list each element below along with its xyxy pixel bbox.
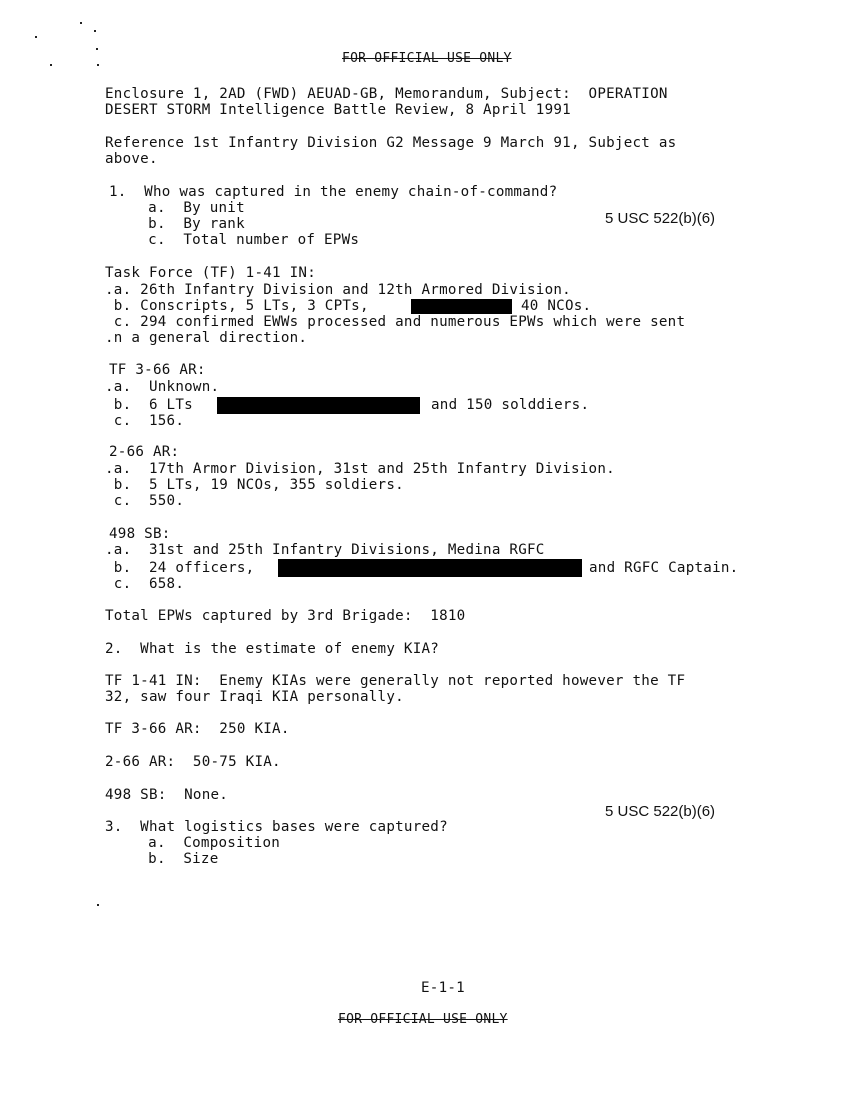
question-3: 3. What logistics bases were captured? xyxy=(105,819,448,835)
question-3-item-a: a. Composition xyxy=(113,835,281,851)
question-2: 2. What is the estimate of enemy KIA? xyxy=(105,641,440,657)
redaction-box xyxy=(217,397,420,414)
ar266-item-b: b. 5 LTs, 19 NCOs, 355 soldiers. xyxy=(105,477,404,493)
ar266-heading: 2-66 AR: xyxy=(109,444,180,460)
scan-speck xyxy=(97,64,99,66)
scan-speck xyxy=(96,48,98,50)
scan-speck xyxy=(50,64,52,66)
q2-ar266: 2-66 AR: 50-75 KIA. xyxy=(105,754,281,770)
sb498-heading: 498 SB: xyxy=(109,526,171,542)
classification-marking-bottom: FOR OFFICIAL USE ONLY xyxy=(338,1012,508,1027)
scan-speck xyxy=(80,22,82,24)
tf141-item-b-start: b. Conscripts, 5 LTs, 3 CPTs, xyxy=(105,298,369,314)
sb498-item-c: c. 658. xyxy=(105,576,185,592)
question-1-item-c: c. Total number of EPWs xyxy=(113,232,360,248)
q2-sb498: 498 SB: None. xyxy=(105,787,229,803)
scan-speck xyxy=(97,904,99,906)
scan-speck xyxy=(35,36,37,38)
sb498-item-b-end: and RGFC Captain. xyxy=(589,560,739,576)
question-1: 1. Who was captured in the enemy chain-of-command? xyxy=(109,184,558,200)
tf141-heading: Task Force (TF) 1-41 IN: xyxy=(105,265,316,281)
exemption-citation: 5 USC 522(b)(6) xyxy=(605,803,716,820)
sb498-item-b-start: b. 24 officers, xyxy=(105,560,255,576)
q2-tf141-line-1: TF 1-41 IN: Enemy KIAs were generally not reported however the TF xyxy=(105,673,686,689)
total-epws: Total EPWs captured by 3rd Brigade: 1810 xyxy=(105,608,466,624)
question-3-item-b: b. Size xyxy=(113,851,219,867)
ar266-item-a: .a. 17th Armor Division, 31st and 25th Infantry Division. xyxy=(105,461,615,477)
sb498-item-a: .a. 31st and 25th Infantry Divisions, Medina RGFC xyxy=(105,542,545,558)
reference-line-2: above. xyxy=(105,151,158,167)
tf366-item-a: .a. Unknown. xyxy=(105,379,220,395)
reference-line-1: Reference 1st Infantry Division G2 Message 9 March 91, Subject as xyxy=(105,135,677,151)
classification-marking-top: FOR OFFICIAL USE ONLY xyxy=(342,51,512,66)
tf366-heading: TF 3-66 AR: xyxy=(109,362,206,378)
tf141-item-b-end: 40 NCOs. xyxy=(521,298,592,314)
tf141-item-c-line-2: .n a general direction. xyxy=(105,330,308,346)
tf366-item-b-end: and 150 solddiers. xyxy=(431,397,590,413)
tf366-item-c: c. 156. xyxy=(105,413,185,429)
page-number: E-1-1 xyxy=(421,980,465,996)
question-1-item-b: b. By rank xyxy=(113,216,245,232)
document-title-line-2: DESERT STORM Intelligence Battle Review, 8 April 1991 xyxy=(105,102,571,118)
document-title-line-1: Enclosure 1, 2AD (FWD) AEUAD-GB, Memorandum, Subject: OPERATION xyxy=(105,86,668,102)
q2-tf366: TF 3-66 AR: 250 KIA. xyxy=(105,721,290,737)
ar266-item-c: c. 550. xyxy=(105,493,185,509)
redaction-box xyxy=(278,559,582,577)
redaction-box xyxy=(411,299,512,314)
tf141-item-a: .a. 26th Infantry Division and 12th Armored Division. xyxy=(105,282,571,298)
q2-tf141-line-2: 32, saw four Iraqi KIA personally. xyxy=(105,689,404,705)
question-1-item-a: a. By unit xyxy=(113,200,245,216)
exemption-citation: 5 USC 522(b)(6) xyxy=(605,210,716,227)
scan-speck xyxy=(94,30,96,32)
tf366-item-b-start: b. 6 LTs xyxy=(105,397,193,413)
tf141-item-c-line-1: c. 294 confirmed EWWs processed and numerous EPWs which were sent xyxy=(105,314,686,330)
